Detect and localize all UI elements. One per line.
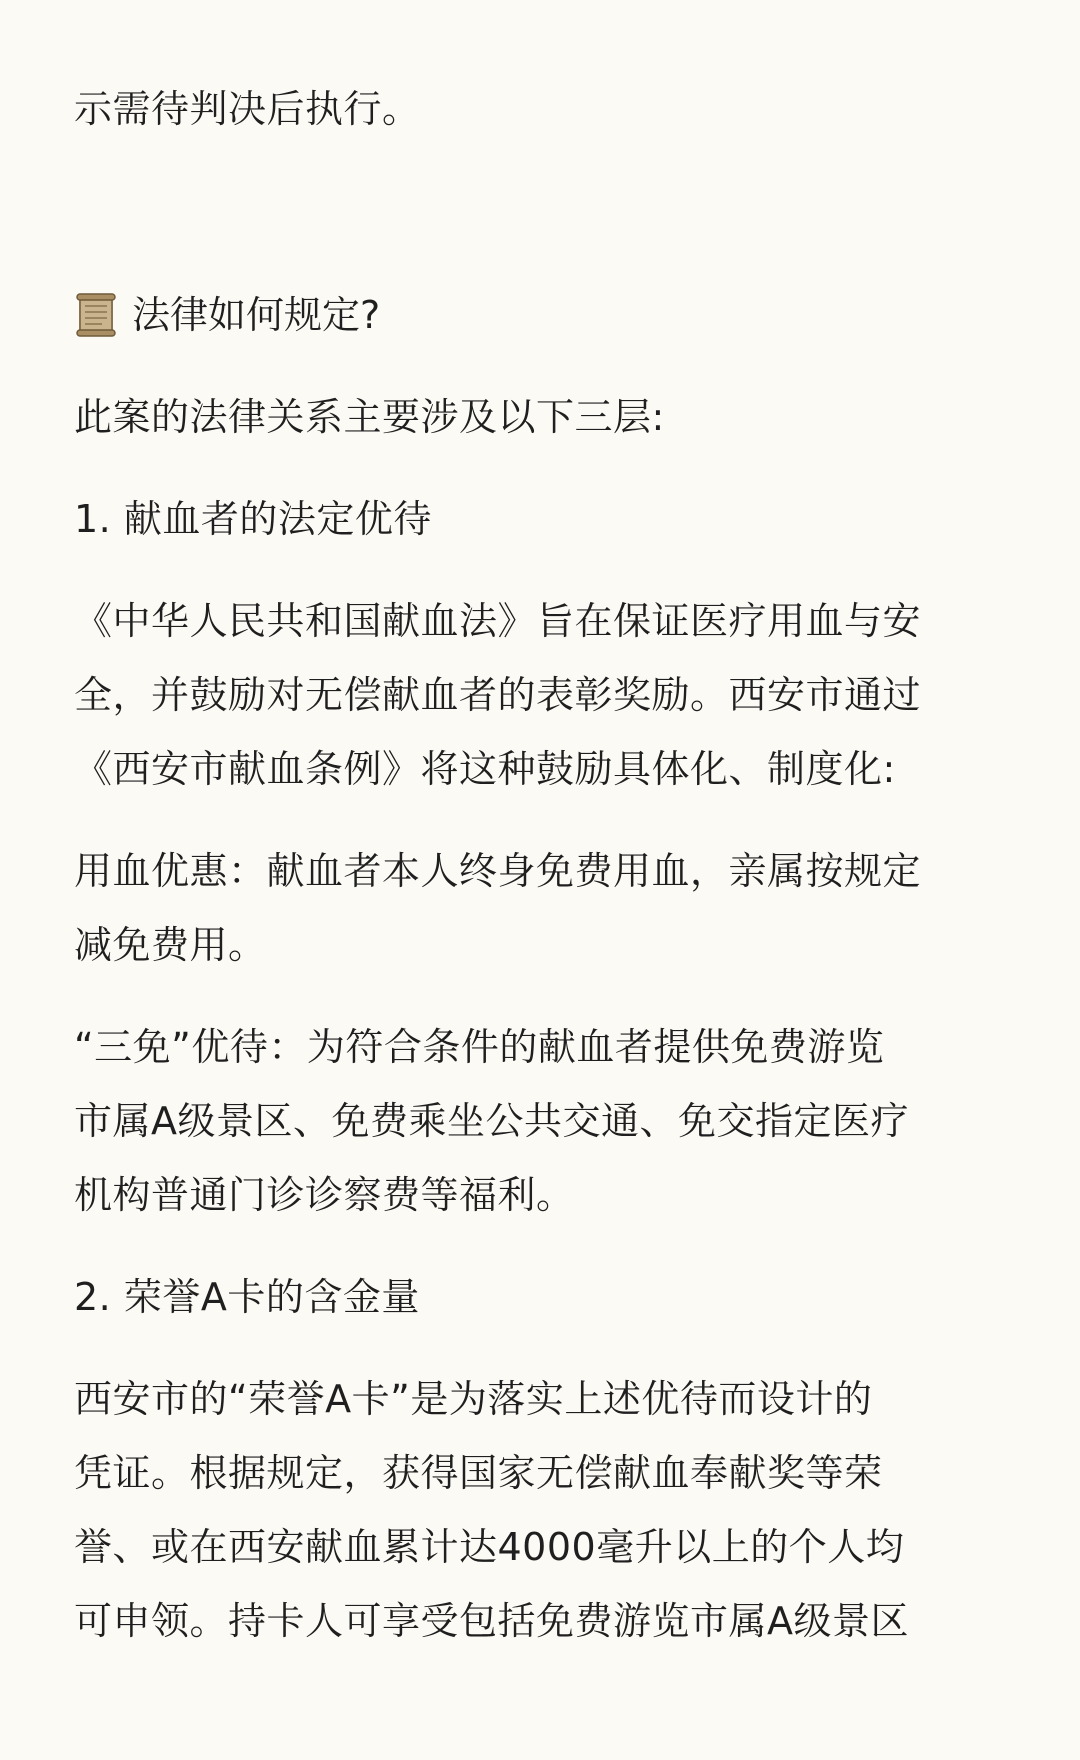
point1-p3-line2: 市属A级景区、免费乘坐公共交通、免交指定医疗	[74, 1099, 909, 1143]
intro-text: 此案的法律关系主要涉及以下三层:	[74, 395, 665, 439]
point1-p2-line1: 用血优惠：献血者本人终身免费用血，亲属按规定	[74, 849, 922, 893]
point1-p1-line1: 《中华人民共和国献血法》旨在保证医疗用血与安	[74, 599, 922, 643]
point2-p1-line3: 誉、或在西安献血累计达4000毫升以上的个人均	[74, 1525, 905, 1569]
scroll-icon	[74, 292, 118, 338]
point1-p2-line2: 减免费用。	[74, 923, 267, 967]
section-heading-text: 法律如何规定?	[132, 293, 381, 337]
section-heading	[74, 278, 380, 352]
point2-p1-line4: 可申领。持卡人可享受包括免费游览市属A级景区	[74, 1599, 909, 1643]
point2-title: 2. 荣誉A卡的含金量	[74, 1275, 420, 1319]
point1-p3-line1: “三免”优待：为符合条件的献血者提供免费游览	[74, 1025, 885, 1069]
point1-title: 1. 献血者的法定优待	[74, 497, 432, 541]
point1-p3-line3: 机构普通门诊诊察费等福利。	[74, 1173, 575, 1217]
lead-tail-text: 示需待判决后执行。	[74, 87, 421, 131]
point1-p1-line2: 全，并鼓励对无偿献血者的表彰奖励。西安市通过	[74, 673, 922, 717]
point2-p1-line1: 西安市的“荣誉A卡”是为落实上述优待而设计的	[74, 1377, 873, 1421]
point1-p1-line3: 《西安市献血条例》将这种鼓励具体化、制度化:	[74, 747, 896, 791]
point2-p1-line2: 凭证。根据规定，获得国家无偿献血奉献奖等荣	[74, 1451, 883, 1495]
